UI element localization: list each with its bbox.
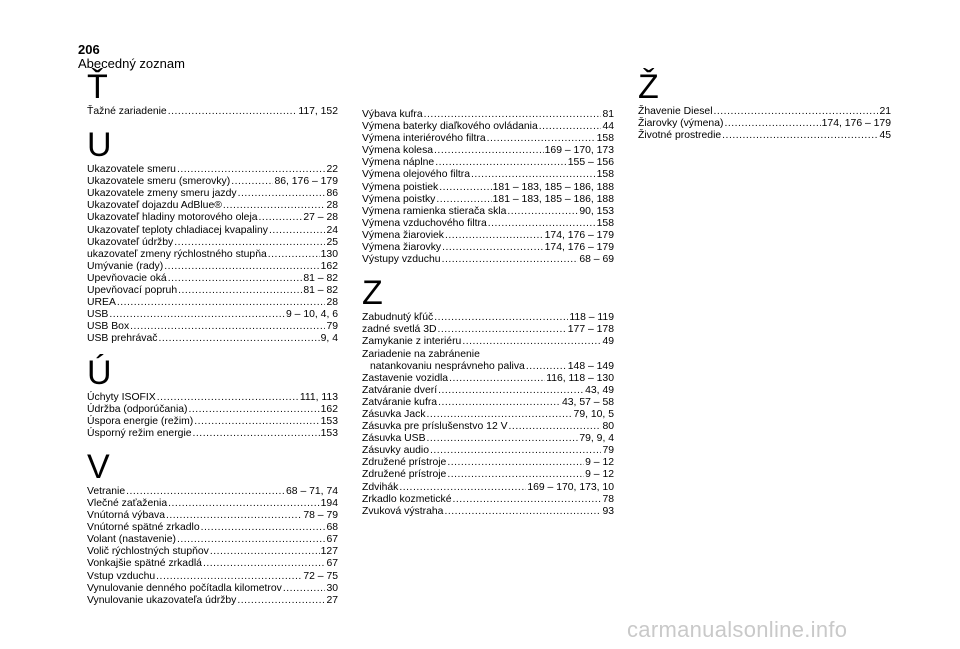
entry-term: Výmena ramienka stierača skla: [362, 205, 507, 217]
page-header: [78, 43, 185, 71]
entry-term: Vonkajšie spätné zrkadlá: [87, 558, 202, 570]
entry-pages: 49: [602, 336, 614, 348]
index-entry: [362, 433, 614, 445]
section-letter: V: [87, 447, 110, 486]
section-gap: [362, 266, 614, 278]
entry-pages: 79, 10, 5: [573, 408, 614, 420]
index-entry: [87, 237, 338, 249]
dot-leader: [427, 409, 573, 421]
dot-leader: [439, 182, 491, 194]
index-entry: [362, 230, 614, 242]
dot-leader: [445, 230, 544, 242]
dot-leader: [178, 285, 302, 297]
section-letter: Ž: [638, 68, 659, 106]
page-number: 206: [78, 42, 100, 57]
entry-pages: 148 – 149: [567, 360, 614, 372]
entry-pages: 86, 176 – 179: [274, 176, 338, 188]
index-entry: [87, 200, 338, 212]
watermark: carmanualsonline.info: [627, 617, 848, 642]
entry-pages: 162: [320, 403, 338, 415]
dot-leader: [166, 510, 302, 522]
index-column-3: [638, 68, 891, 142]
entry-pages: 118 – 119: [569, 312, 614, 324]
entry-term: Výmena poistiek: [362, 181, 439, 193]
index-entry: [87, 510, 338, 522]
index-entry: [87, 273, 338, 285]
section-letter: U: [87, 126, 112, 165]
section-letter: Ť: [87, 68, 108, 106]
entry-term: Ukazovateľ údržby: [87, 236, 174, 248]
entry-term: Upevňovací popruh: [87, 285, 178, 297]
index-entry: [362, 506, 614, 518]
entry-term: Zatváranie dverí: [362, 384, 438, 396]
entry-pages: 81 – 82: [303, 285, 338, 297]
entry-term: Žiarovky (výmena): [638, 118, 724, 130]
entry-pages: 68: [326, 522, 338, 534]
entry-pages: 181 – 183, 185 – 186, 188: [492, 193, 614, 205]
entry-pages: 158: [596, 217, 614, 229]
index-entry: [362, 373, 614, 385]
index-entry: [362, 397, 614, 409]
entry-term: Životné prostredie: [638, 130, 722, 142]
entry-pages: 174, 176 – 179: [544, 229, 614, 241]
section-letter: Z: [362, 274, 383, 313]
entry-term: Volič rýchlostných stupňov: [87, 546, 209, 558]
dot-leader: [444, 506, 601, 518]
entry-term: Vynulovanie denného počítadla kilometrov: [87, 582, 282, 594]
index-entry: [87, 558, 338, 570]
index-entry: [362, 206, 614, 218]
entry-pages: 111, 113: [299, 391, 338, 403]
entry-pages: 177 – 178: [567, 324, 614, 336]
entry-term: Úchyty ISOFIX: [87, 391, 156, 403]
entry-pages: 21: [879, 106, 891, 117]
entry-term: Vetranie: [87, 485, 126, 497]
entry-term: Zdvihák: [362, 481, 399, 493]
dot-leader: [509, 421, 602, 433]
index-entry: [362, 409, 614, 421]
entry-term: Úsporný režim energie: [87, 427, 192, 439]
index-entry: [87, 428, 338, 440]
index-entry: [362, 157, 614, 169]
index-entry: [87, 297, 338, 309]
dot-leader: [231, 176, 273, 188]
entry-term: Výstupy vzduchu: [362, 254, 441, 266]
entry-term: Výmena žiaroviek: [362, 229, 445, 241]
dot-leader: [177, 164, 326, 176]
entry-pages: 80: [602, 421, 614, 433]
entry-term: zadné svetlá 3D: [362, 324, 437, 336]
dot-leader: [268, 249, 320, 261]
entry-term: Údržba (odporúčania): [87, 403, 188, 415]
entry-pages: 9 – 12: [585, 457, 614, 469]
index-entry: [87, 176, 338, 188]
entry-pages: 43, 57 – 58: [562, 396, 614, 408]
dot-leader: [447, 469, 584, 481]
entry-pages: 169 – 170, 173: [544, 145, 614, 157]
dot-leader: [283, 583, 326, 595]
entry-pages: 116, 118 – 130: [546, 372, 614, 384]
entry-term: Vynulovanie ukazovateľa údržby: [87, 594, 237, 606]
entry-pages: 45: [879, 130, 891, 142]
entry-pages: 27 – 28: [303, 212, 338, 224]
entry-term: Umývanie (rady): [87, 260, 164, 272]
dot-leader: [117, 297, 326, 309]
entry-term: Výmena interiérového filtra: [362, 133, 486, 145]
index-entry: [362, 145, 614, 157]
index-entry: [87, 333, 338, 345]
entry-term: Zabudnutý kľúč: [362, 312, 434, 324]
index-entry: [87, 164, 338, 176]
dot-leader: [447, 457, 584, 469]
entry-pages: 67: [326, 558, 338, 570]
entry-pages: 25: [326, 236, 338, 248]
entry-term: Ukazovateľ hladiny motorového oleja: [87, 212, 258, 224]
index-entry: [362, 312, 614, 324]
entry-pages: 155 – 156: [567, 157, 614, 169]
entry-term: Ťažné zariadenie: [87, 106, 167, 117]
dot-leader: [193, 428, 320, 440]
index-entry: [362, 242, 614, 254]
entry-term: Úspora energie (režim): [87, 415, 194, 427]
entry-pages: 158: [596, 169, 614, 181]
dot-leader: [174, 237, 325, 249]
dot-leader: [237, 595, 325, 607]
index-entry: [87, 416, 338, 428]
entry-pages: 158: [596, 133, 614, 145]
dot-leader: [158, 333, 319, 345]
dot-leader: [238, 188, 326, 200]
dot-leader: [442, 242, 544, 254]
dot-leader: [434, 312, 568, 324]
index-entry: [87, 534, 338, 546]
entry-pages: 153: [320, 415, 338, 427]
index-entry: [638, 106, 891, 118]
dot-leader: [194, 416, 319, 428]
index-entry: [87, 404, 338, 416]
entry-pages: 30: [326, 582, 338, 594]
entry-pages: 162: [320, 260, 338, 272]
dot-leader: [434, 145, 544, 157]
dot-leader: [435, 157, 567, 169]
index-entry: [87, 188, 338, 200]
entry-term: Výmena baterky diaľkového ovládania: [362, 121, 538, 133]
index-entry: [362, 482, 614, 494]
entry-term: Združené prístroje: [362, 469, 447, 481]
entry-term: Výmena náplne: [362, 157, 435, 169]
entry-pages: 79: [602, 445, 614, 457]
index-column-1: [87, 68, 338, 607]
dot-leader: [453, 494, 602, 506]
index-entry: [362, 494, 614, 506]
entry-term: Zásuvka pre príslušenstvo 12 V: [362, 421, 508, 433]
entry-pages: 194: [320, 497, 338, 509]
entry-term: Zastavenie vozidla: [362, 372, 449, 384]
dot-leader: [714, 106, 879, 118]
entry-pages: 68 – 71, 74: [286, 485, 338, 497]
entry-pages: 130: [320, 248, 338, 260]
index-entry: [87, 309, 338, 321]
entry-pages: 169 – 170, 173, 10: [527, 481, 614, 493]
entry-pages: 22: [326, 164, 338, 176]
entry-term: Výmena olejového filtra: [362, 169, 471, 181]
index-entry: [638, 118, 891, 130]
entry-pages: 174, 176 – 179: [544, 242, 614, 254]
entry-pages: 43, 49: [585, 384, 614, 396]
dot-leader: [168, 498, 320, 510]
entry-pages: 24: [326, 224, 338, 236]
dot-leader: [156, 571, 302, 583]
dot-leader: [438, 385, 584, 397]
entry-term: Vnútorné spätné zrkadlo: [87, 522, 200, 534]
entry-pages: 78: [602, 493, 614, 505]
entry-term: Zatváranie kufra: [362, 396, 438, 408]
index-entry: [362, 109, 614, 121]
dot-leader: [424, 109, 602, 121]
index-entry: [362, 121, 614, 133]
index-entry: [87, 321, 338, 333]
entry-term: USB: [87, 309, 109, 321]
entry-term: USB prehrávač: [87, 333, 158, 345]
index-entry: [362, 169, 614, 181]
entry-pages: 127: [320, 546, 338, 558]
entry-term: Výmena kolesa: [362, 145, 434, 157]
entry-pages: 86: [326, 188, 338, 200]
dot-leader: [436, 194, 491, 206]
entry-pages: 28: [326, 297, 338, 309]
entry-term: Vlečné zaťaženia: [87, 497, 168, 509]
index-entry: [362, 133, 614, 145]
dot-leader: [724, 118, 820, 130]
entry-pages: 9 – 12: [585, 469, 614, 481]
entry-pages: 9 – 10, 4, 6: [286, 309, 338, 321]
index-entry: [87, 285, 338, 297]
entry-pages: 27: [326, 594, 338, 606]
entry-term: Ukazovatele smeru: [87, 164, 176, 176]
index-entry: [87, 225, 338, 237]
index-entry: [87, 498, 338, 510]
index-entry: [87, 595, 338, 607]
section-letter: Ú: [87, 353, 112, 392]
dot-leader: [157, 392, 299, 404]
entry-term: Ukazovateľ teploty chladiacej kvapaliny: [87, 224, 268, 236]
entry-term: USB Box: [87, 321, 130, 333]
page-title: Abecedný zoznam: [78, 56, 185, 71]
entry-pages: 174, 176 – 179: [821, 118, 891, 130]
index-entry: [362, 385, 614, 397]
dot-leader: [130, 321, 325, 333]
index-entry: [362, 445, 614, 457]
entry-term: Zamykanie z interiéru: [362, 336, 462, 348]
index-entry: [87, 392, 338, 404]
dot-leader: [164, 261, 319, 273]
index-entry: [362, 194, 614, 206]
entry-pages: 44: [602, 121, 614, 133]
entry-pages: 81 – 82: [303, 272, 338, 284]
index-entry: [362, 361, 614, 373]
entry-pages: 68 – 69: [579, 254, 614, 266]
dot-leader: [438, 397, 561, 409]
entry-term: Upevňovacie oká: [87, 272, 167, 284]
entry-pages: 79, 9, 4: [579, 433, 614, 445]
entry-term: Volant (nastavenie): [87, 534, 176, 546]
entry-term: Žhavenie Diesel: [638, 106, 713, 117]
index-entry: [87, 546, 338, 558]
entry-term: Zásuvka USB: [362, 433, 426, 445]
dot-leader: [269, 225, 326, 237]
dot-leader: [449, 373, 545, 385]
entry-term: Výmena žiarovky: [362, 242, 442, 254]
entry-pages: 72 – 75: [303, 570, 338, 582]
index-entry: [362, 469, 614, 481]
entry-term: Zásuvka Jack: [362, 408, 426, 420]
index-entry: [362, 336, 614, 348]
entry-term: Vstup vzduchu: [87, 570, 156, 582]
entry-pages: 93: [602, 505, 614, 517]
dot-leader: [210, 546, 320, 558]
entry-pages: 117, 152: [298, 106, 338, 117]
dot-leader: [177, 534, 325, 546]
entry-term: Zásuvky audio: [362, 445, 429, 457]
dot-leader: [471, 169, 596, 181]
dot-leader: [722, 130, 878, 142]
dot-leader: [168, 273, 303, 285]
dot-leader: [438, 324, 567, 336]
index-column-2: [362, 109, 614, 518]
entry-pages: 81: [602, 109, 614, 120]
entry-term: Vnútorná výbava: [87, 510, 165, 522]
dot-leader: [487, 133, 596, 145]
entry-pages: 153: [320, 427, 338, 439]
dot-leader: [442, 254, 579, 266]
dot-leader: [526, 361, 567, 373]
entry-term: Zvuková výstraha: [362, 505, 444, 517]
entry-term: Výbava kufra: [362, 109, 423, 120]
index-entry: [362, 254, 614, 266]
dot-leader: [539, 121, 602, 133]
entry-pages: 79: [326, 321, 338, 333]
index-entry: [87, 261, 338, 273]
section-gap: [87, 346, 338, 358]
dot-leader: [399, 482, 526, 494]
index-entry: [87, 571, 338, 583]
entry-term: UREA: [87, 297, 116, 309]
dot-leader: [259, 212, 303, 224]
entry-term: Výmena vzduchového filtra: [362, 217, 487, 229]
entry-pages: 90, 153: [579, 205, 614, 217]
entry-term: ukazovateľ zmeny rýchlostného stupňa: [87, 248, 267, 260]
dot-leader: [427, 433, 579, 445]
dot-leader: [223, 200, 326, 212]
index-entry: [87, 249, 338, 261]
entry-pages: 28: [326, 200, 338, 212]
dot-leader: [201, 522, 326, 534]
entry-term: Ukazovatele smeru (smerovky): [87, 176, 231, 188]
dot-leader: [126, 486, 285, 498]
index-entry: [87, 522, 338, 534]
dot-leader: [189, 404, 320, 416]
entry-pages: 67: [326, 534, 338, 546]
dot-leader: [430, 445, 601, 457]
index-entry: [362, 182, 614, 194]
index-entry: [87, 583, 338, 595]
entry-pages: 78 – 79: [303, 510, 338, 522]
entry-term: Združené prístroje: [362, 457, 447, 469]
dot-leader: [462, 336, 601, 348]
entry-term: Zrkadlo kozmetické: [362, 493, 452, 505]
dot-leader: [168, 106, 298, 118]
entry-term: Výmena poistky: [362, 193, 436, 205]
entry-term: Ukazovateľ dojazdu AdBlue®: [87, 200, 222, 212]
entry-term: Zariadenie na zabránenie: [362, 348, 480, 360]
dot-leader: [203, 558, 325, 570]
entry-term: Ukazovatele zmeny smeru jazdy: [87, 188, 237, 200]
index-entry: [362, 324, 614, 336]
index-entry: [362, 457, 614, 469]
index-entry: [87, 212, 338, 224]
entry-pages: 181 – 183, 185 – 186, 188: [492, 181, 614, 193]
index-entry: [638, 130, 891, 142]
index-entry: [362, 421, 614, 433]
dot-leader: [507, 206, 578, 218]
entry-term: natankovaniu nesprávneho paliva: [370, 360, 525, 372]
entry-pages: 9, 4: [320, 333, 338, 345]
section-gap: [87, 118, 338, 130]
dot-leader: [109, 309, 285, 321]
index-entry: [362, 218, 614, 230]
dot-leader: [488, 218, 596, 230]
index-entry: [362, 349, 614, 361]
index-entry: [87, 486, 338, 498]
index-entry: [87, 106, 338, 118]
section-gap: [87, 440, 338, 452]
